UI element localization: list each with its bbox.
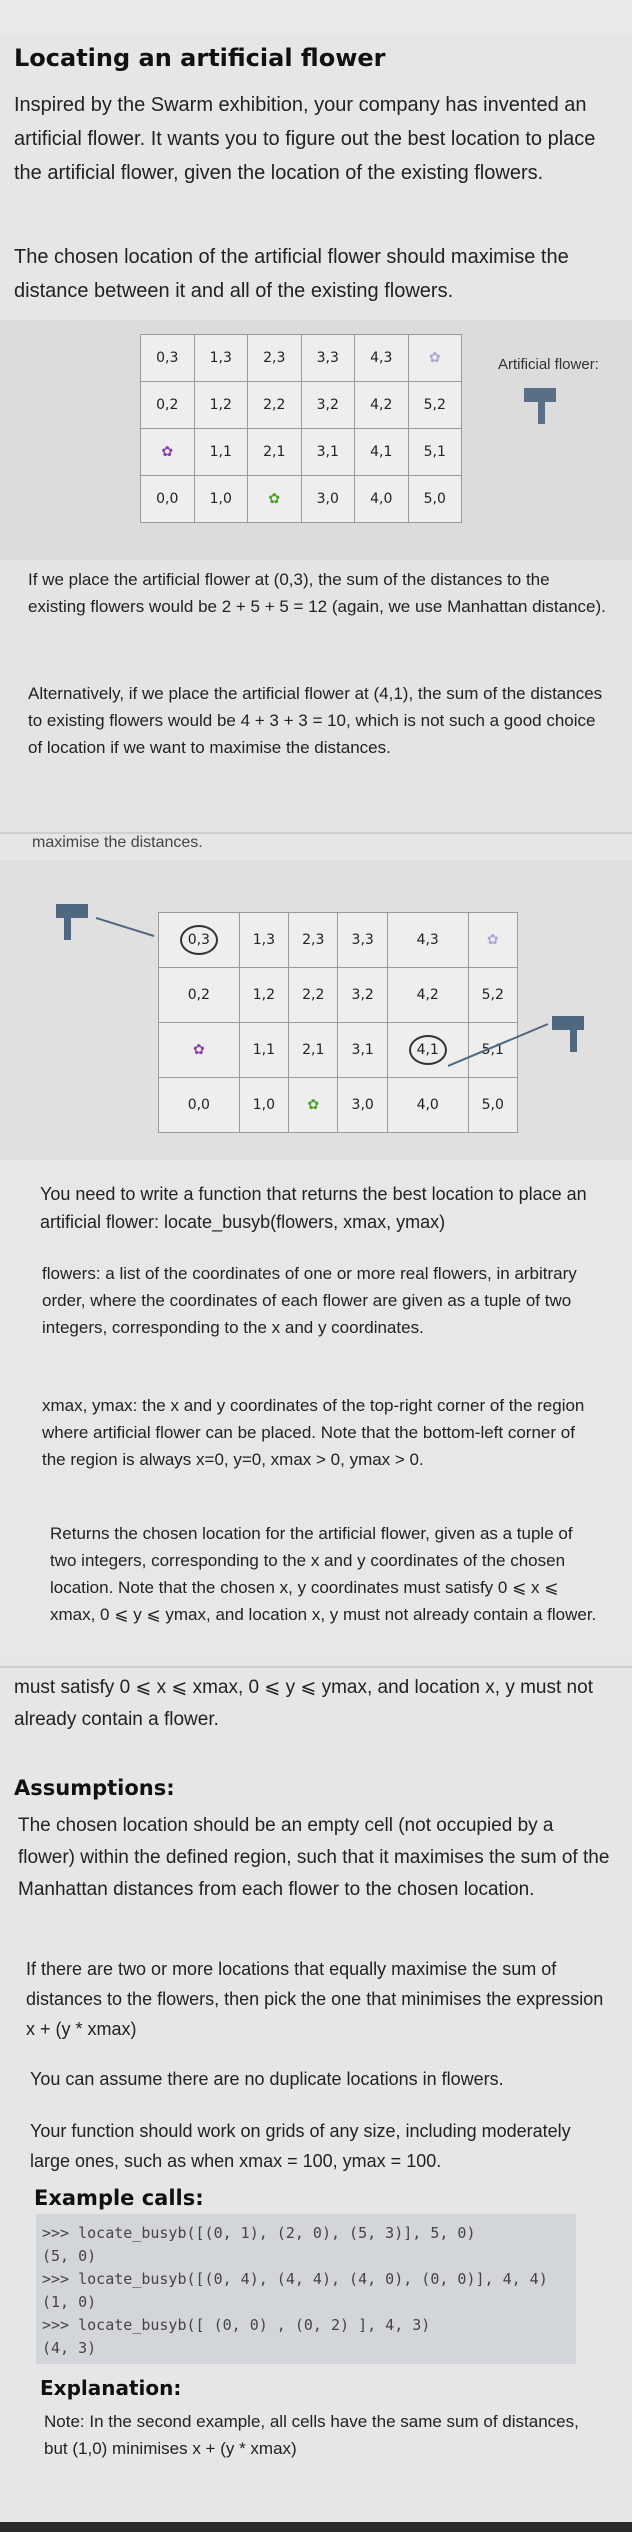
- xmax-param: xmax, ymax: the x and y coordinates of the top-right corner of the region where artificial flower can be placed. Note that the bottom-left corner of the region is always x=0, y=0, xmax > 0, ymax > 0.: [42, 1396, 585, 1469]
- explanation-text: Note: In the second example, all cells have the same sum of distances, but (1,0) minimises x + (y * xmax): [44, 2412, 579, 2458]
- flower-icon: ✿: [408, 335, 462, 382]
- assumptions-heading: Assumptions:: [14, 1776, 175, 1800]
- chosen-paragraph: The chosen location of the artificial flower should maximise the distance between it and all of the existing flowers.: [14, 246, 569, 302]
- grid-cell: 3,2: [301, 382, 355, 429]
- grid-cell: 0,2: [159, 968, 240, 1023]
- pointer-line-left: [96, 910, 158, 940]
- code-line: >>> locate_busyb([ (0, 0) , (0, 2) ], 4, 3): [42, 2316, 431, 2334]
- code-line: (1, 0): [42, 2293, 97, 2311]
- flowers-param: flowers: a list of the coordinates of one or more real flowers, in arbitrary order, where the coordinates of each flower are given as a tuple of two integers, corresponding to the x and y coordinates.: [42, 1264, 577, 1337]
- assumption-2: If there are two or more locations that equally maximise the sum of distances to the flowers, then pick the one that minimises the expression x + (y * xmax): [26, 1959, 604, 2039]
- grid-cell: 2,2: [248, 382, 302, 429]
- assumption-3: You can assume there are no duplicate locations in flowers.: [30, 2069, 504, 2089]
- grid-cell: 4,2: [387, 968, 468, 1023]
- flower-icon: ✿: [159, 1023, 240, 1078]
- function-intro: You need to write a function that returns the best location to place an artificial flower: locate_busyb(flowers, xmax, ymax): [40, 1184, 587, 1232]
- code-line: >>> locate_busyb([(0, 1), (2, 0), (5, 3)], 5, 0): [42, 2224, 476, 2242]
- grid-cell: 1,1: [239, 1023, 288, 1078]
- artificial-flower-label: Artificial flower:: [498, 356, 599, 373]
- grid-cell: 5,1: [408, 429, 462, 476]
- bottom-bar: [0, 2522, 632, 2532]
- grid-cell: 0,2: [141, 382, 195, 429]
- divider-2: [0, 1666, 632, 1668]
- flower-icon: ✿: [141, 429, 195, 476]
- grid-cell: 5,0: [468, 1078, 517, 1133]
- grid-cell: 4,0: [355, 476, 409, 523]
- grid-cell: 3,2: [338, 968, 387, 1023]
- grid-cell: 4,3: [355, 335, 409, 382]
- pointer-line-right: [448, 1020, 552, 1072]
- grid-row: [159, 1078, 518, 1133]
- grid-cell: 1,2: [194, 382, 248, 429]
- grid-row: [159, 913, 518, 968]
- grid-cell: 0,0: [159, 1078, 240, 1133]
- grid-cell: 5,0: [408, 476, 462, 523]
- grid-cell: 0,0: [141, 476, 195, 523]
- grid-cell: 1,3: [194, 335, 248, 382]
- grid-row: [141, 382, 462, 429]
- grid-cell: 4,1: [355, 429, 409, 476]
- grid-cell: 2,2: [289, 968, 338, 1023]
- flag-left-icon: [52, 900, 100, 948]
- grid-cell: 1,0: [239, 1078, 288, 1133]
- grid-cell: 1,2: [239, 968, 288, 1023]
- code-line: >>> locate_busyb([(0, 4), (4, 4), (4, 0), (0, 0)], 4, 4): [42, 2270, 548, 2288]
- grid-cell: 1,3: [239, 913, 288, 968]
- example-code-block: [36, 2214, 576, 2364]
- code-line: (4, 3): [42, 2339, 97, 2357]
- grid-cell: 2,3: [248, 335, 302, 382]
- grid-cell: 1,1: [194, 429, 248, 476]
- top-strip: [0, 0, 632, 34]
- grid-cell: 1,0: [194, 476, 248, 523]
- grid-cell: 3,0: [301, 476, 355, 523]
- flower-icon: ✿: [468, 913, 517, 968]
- grid-cell: 5,1: [468, 1023, 517, 1078]
- grid-cell: 4,1: [387, 1023, 468, 1078]
- repeat-text: must satisfy 0 ⩽ x ⩽ xmax, 0 ⩽ y ⩽ ymax, and location x, y must not already contain a flower.: [14, 1677, 593, 1730]
- grid-cell: 3,1: [338, 1023, 387, 1078]
- flag-right-icon: [548, 1012, 588, 1060]
- grid-cell: 3,1: [301, 429, 355, 476]
- grid-cell: 5,2: [408, 382, 462, 429]
- grid-cell: 0,3: [159, 913, 240, 968]
- grid-row: [141, 335, 462, 382]
- grid-cell: 0,3: [141, 335, 195, 382]
- grid-cell: 2,3: [289, 913, 338, 968]
- grid-cell: 2,1: [289, 1023, 338, 1078]
- grid-cell: 4,2: [355, 382, 409, 429]
- grid-cell: 3,3: [338, 913, 387, 968]
- example-paragraph-2: Alternatively, if we place the artificial flower at (4,1), the sum of the distances to existing flowers would be 4 + 3 + 3 = 10, which is not such a good choice of location if we want to maximise the distances.: [28, 684, 603, 757]
- flower-icon: ✿: [289, 1078, 338, 1133]
- grid-row: [141, 429, 462, 476]
- assumption-4: Your function should work on grids of any size, including moderately large ones, such as when xmax = 100, ymax = 100.: [30, 2121, 571, 2171]
- grid-cell: 5,2: [468, 968, 517, 1023]
- grid-cell: 4,0: [387, 1078, 468, 1133]
- grid-cell: 4,3: [387, 913, 468, 968]
- code-line: (5, 0): [42, 2247, 97, 2265]
- assumption-1: The chosen location should be an empty cell (not occupied by a flower) within the defined region, such that it maximises the sum of the Manhattan distances from each flower to the chosen location.: [18, 1815, 610, 1900]
- grid-row: [141, 476, 462, 523]
- grid-cell: 3,3: [301, 335, 355, 382]
- grid-row: [159, 968, 518, 1023]
- returns-text: Returns the chosen location for the artificial flower, given as a tuple of two integers, corresponding to the x and y coordinates of the chosen location. Note that the chosen x, y coordinates must satisfy 0 ⩽ x ⩽ xmax, 0 ⩽ y ⩽ ymax, and location x, y must not already contain a flower.: [50, 1524, 597, 1624]
- intro-paragraph: Inspired by the Swarm exhibition, your company has invented an artificial flower. It wants you to figure out the best location to place the artificial flower, given the location of the existing flowers.: [14, 94, 596, 184]
- examples-heading: Example calls:: [34, 2186, 204, 2210]
- explanation-heading: Explanation:: [40, 2376, 182, 2400]
- page-title: Locating an artificial flower: [14, 44, 386, 72]
- artificial-flower-icon: [520, 384, 560, 428]
- flower-icon: ✿: [248, 476, 302, 523]
- cut-text: maximise the distances.: [32, 834, 203, 851]
- grid-cell: 2,1: [248, 429, 302, 476]
- grid1: [140, 334, 462, 523]
- grid-cell: 3,0: [338, 1078, 387, 1133]
- example-paragraph-1: If we place the artificial flower at (0,3), the sum of the distances to the existing flowers would be 2 + 5 + 5 = 12 (again, we use Manhattan distance).: [28, 570, 606, 616]
